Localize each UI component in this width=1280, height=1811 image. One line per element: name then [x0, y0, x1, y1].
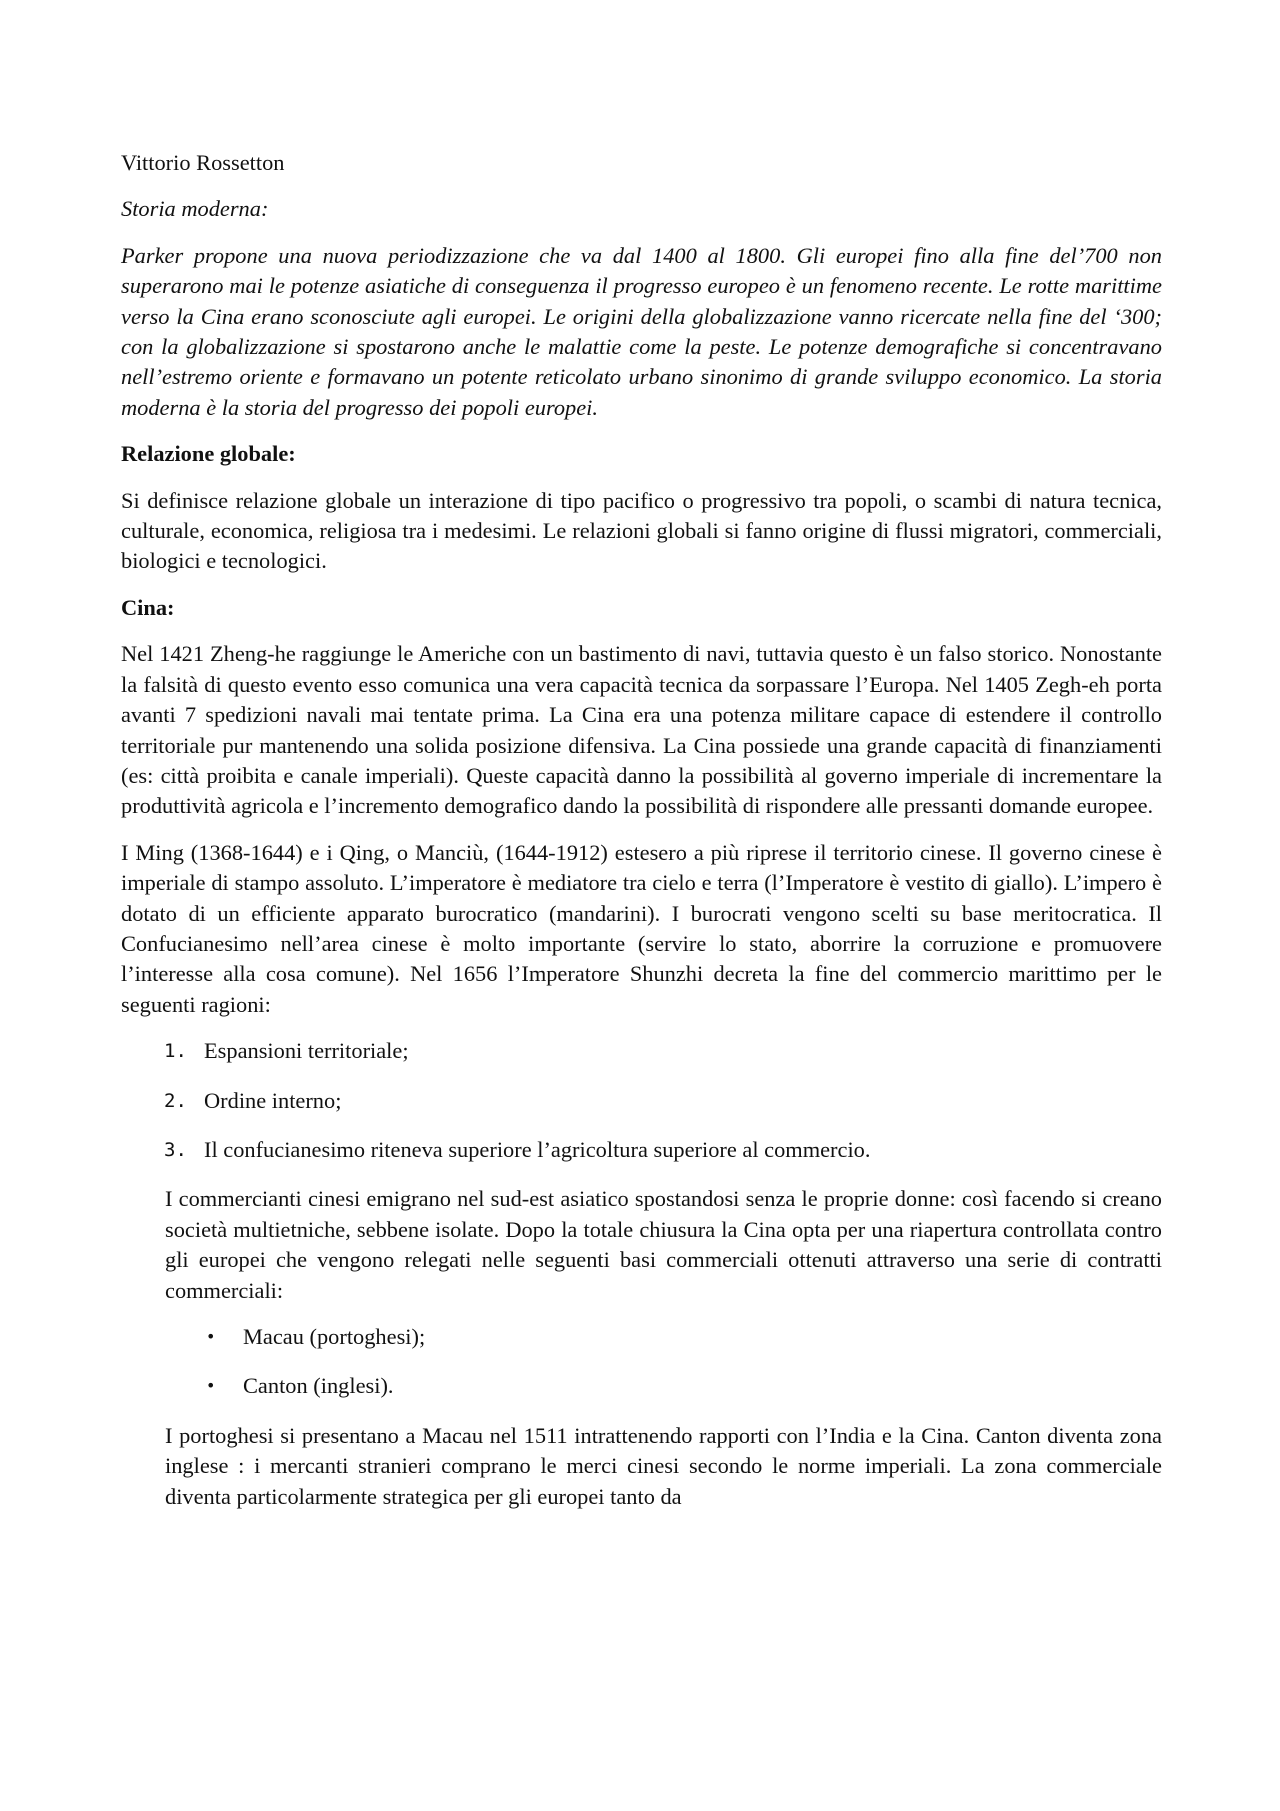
author-name: Vittorio Rossetton	[121, 150, 285, 175]
section-heading-cina: Cina:	[121, 594, 175, 620]
list-number: 3.	[164, 1138, 187, 1161]
list-item	[121, 1135, 1162, 1165]
intro-paragraph: Parker propone una nuova periodizzazione che va dal 1400 al 1800. Gli europei fino alla fine del’700 non superarono mai le potenze asiatiche di conseguenza il progresso europeo è un fenomeno recente. Le rotte marittime verso la Cina erano sconosciute agli europei. Le origini della globalizzazione vanno ricercate nella fine del ‘300; con la globalizzazione si spostarono anche le malattie come la peste. Le potenze demografiche si concentravano nell’estremo oriente e formavano un potente reticolato urbano sinonimo di grande sviluppo economico. La storia moderna è la storia del progresso dei popoli europei.	[121, 242, 1162, 420]
bullet-icon: •	[206, 1327, 216, 1346]
cina-paragraph-1: Nel 1421 Zheng-he raggiunge le Americhe con un bastimento di navi, tuttavia questo è un falso storico. Nonostante la falsità di questo evento esso comunica una vera capacità tecnica da sorpassare l’Europa. Nel 1405 Zegh-eh porta avanti 7 spedizioni navali mai tentate prima. La Cina era una potenza militare capace di estendere il controllo territoriale pur mantenendo una solida posizione difensiva. La Cina possiede una grande capacità di finanziamenti (es: città proibita e canale imperiali). Queste capacità danno la possibilità al governo imperiale di incrementare la produttività agricola e l’incremento demografico dando la possibilità di rispondere alle pressanti domande europee.	[121, 641, 1162, 819]
section-heading-relazione-globale: Relazione globale:	[121, 441, 296, 467]
section-heading-storia-moderna: Storia moderna:	[121, 196, 269, 222]
cina-paragraph-4: I portoghesi si presentano a Macau nel 1511 intrattenendo rapporti con l’India e la Cina. Canton diventa zona inglese : i mercanti stranieri comprano le merci cinesi secondo le norme imperiali. La zona commerciale diventa particolarmente strategica per gli europei tanto da	[165, 1422, 1162, 1509]
cina-paragraph-2: I Ming (1368-1644) e i Qing, o Manciù, (1644-1912) estesero a più riprese il territorio cinese. Il governo cinese è imperiale di stampo assoluto. L’imperatore è mediatore tra cielo e terra (l’Imperatore è vestito di giallo). L’impero è dotato di un efficiente apparato burocratico (mandarini). I burocrati vengono scelti su base meritocratica. Il Confucianesimo nell’area cinese è molto importante (servire lo stato, aborrire la corruzione e promuovere l’interesse alla cosa comune). Nel 1656 l’Imperatore Shunzhi decreta la fine del commercio marittimo per le seguenti ragioni:	[121, 839, 1162, 1017]
list-number: 1.	[164, 1040, 187, 1063]
cina-paragraph-3: I commercianti cinesi emigrano nel sud-est asiatico spostandosi senza le proprie donne: così facendo si creano società multietniche, sebbene isolate. Dopo la totale chiusura la Cina opta per una riapertura controllata contro gli europei che vengono relegati nelle seguenti basi commerciali ottenuti attraverso una serie di contratti commerciali:	[165, 1186, 1162, 1303]
list-number: 2.	[164, 1089, 187, 1112]
bases-list	[121, 1322, 1162, 1402]
list-item	[121, 1086, 1162, 1116]
list-item-text: Ordine interno;	[204, 1087, 342, 1113]
relazione-paragraph: Si definisce relazione globale un interazione di tipo pacifico o progressivo tra popoli, o scambi di natura tecnica, culturale, economica, religiosa tra i medesimi. Le relazioni globali si fanno origine di flussi migratori, commerciali, biologici e tecnologici.	[121, 487, 1162, 574]
list-item-text: Espansioni territoriale;	[204, 1038, 409, 1064]
list-item-text: Macau (portoghesi);	[243, 1324, 426, 1349]
list-item	[121, 1036, 1162, 1066]
list-item	[121, 1322, 1162, 1352]
list-item	[121, 1371, 1162, 1401]
list-item-text: Il confucianesimo riteneva superiore l’agricoltura superiore al commercio.	[204, 1136, 871, 1162]
document-body	[121, 148, 1162, 1528]
list-item-text: Canton (inglesi).	[243, 1373, 394, 1399]
reasons-list	[121, 1036, 1162, 1165]
bullet-icon: •	[206, 1376, 216, 1396]
